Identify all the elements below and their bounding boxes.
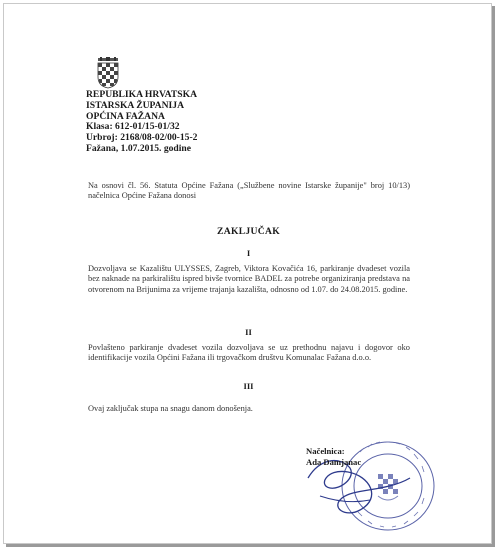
page-shadow-bottom: [6, 544, 495, 547]
signature-block: [306, 446, 361, 467]
section-number-1: I: [246, 248, 251, 258]
section-1-paragraph: Dozvoljava se Kazalištu ULYSSES, Zagreb, Viktora Kovačića 16, parkiranje dvadeset vozila bez naknade na parkiralištu ispred bivše tvornice BADEL za potrebe organiziranja predstava na otvorenom na Brijunima za vrijeme trajanja kazališta, odnosno od 1.07. do 24.08.2015. godine.: [88, 264, 410, 294]
document-title: ZAKLJUČAK: [217, 226, 280, 237]
header-country: REPUBLIKA HRVATSKA: [86, 89, 197, 100]
signature-role: Načelnica:: [306, 446, 345, 456]
header-registry-number: Urbroj: 2168/08-02/00-15-2: [86, 132, 198, 144]
croatian-coat-of-arms-icon: [96, 57, 120, 89]
document-header: [86, 90, 197, 155]
section-3-paragraph: Ovaj zaključak stupa na snagu danom donošenja.: [88, 404, 253, 413]
section-2-paragraph: Povlašteno parkiranje dvadeset vozila dozvoljava se uz prethodnu najavu i dogovor oko identifikacije vozila Općini Fažana ili trgovačkom društvu Komunalac Fažana d.o.o.: [88, 343, 410, 363]
page-shadow-right: [492, 6, 495, 547]
header-county: ISTARSKA ŽUPANIJA: [86, 99, 184, 111]
section-number-2: II: [245, 327, 252, 337]
header-class-number: Klasa: 612-01/15-01/32: [86, 121, 180, 133]
section-number-3: III: [243, 381, 254, 391]
header-date: Fažana, 1.07.2015. godine: [86, 142, 192, 154]
signature-name: Ada Damjanac: [306, 456, 362, 467]
intro-paragraph: Na osnovi čl. 56. Statuta Općine Fažana („Službene novine Istarske županije" broj 10/13) načelnica Općine Fažana donosi: [88, 181, 410, 201]
header-municipality: OPĆINA FAŽANA: [86, 110, 165, 122]
